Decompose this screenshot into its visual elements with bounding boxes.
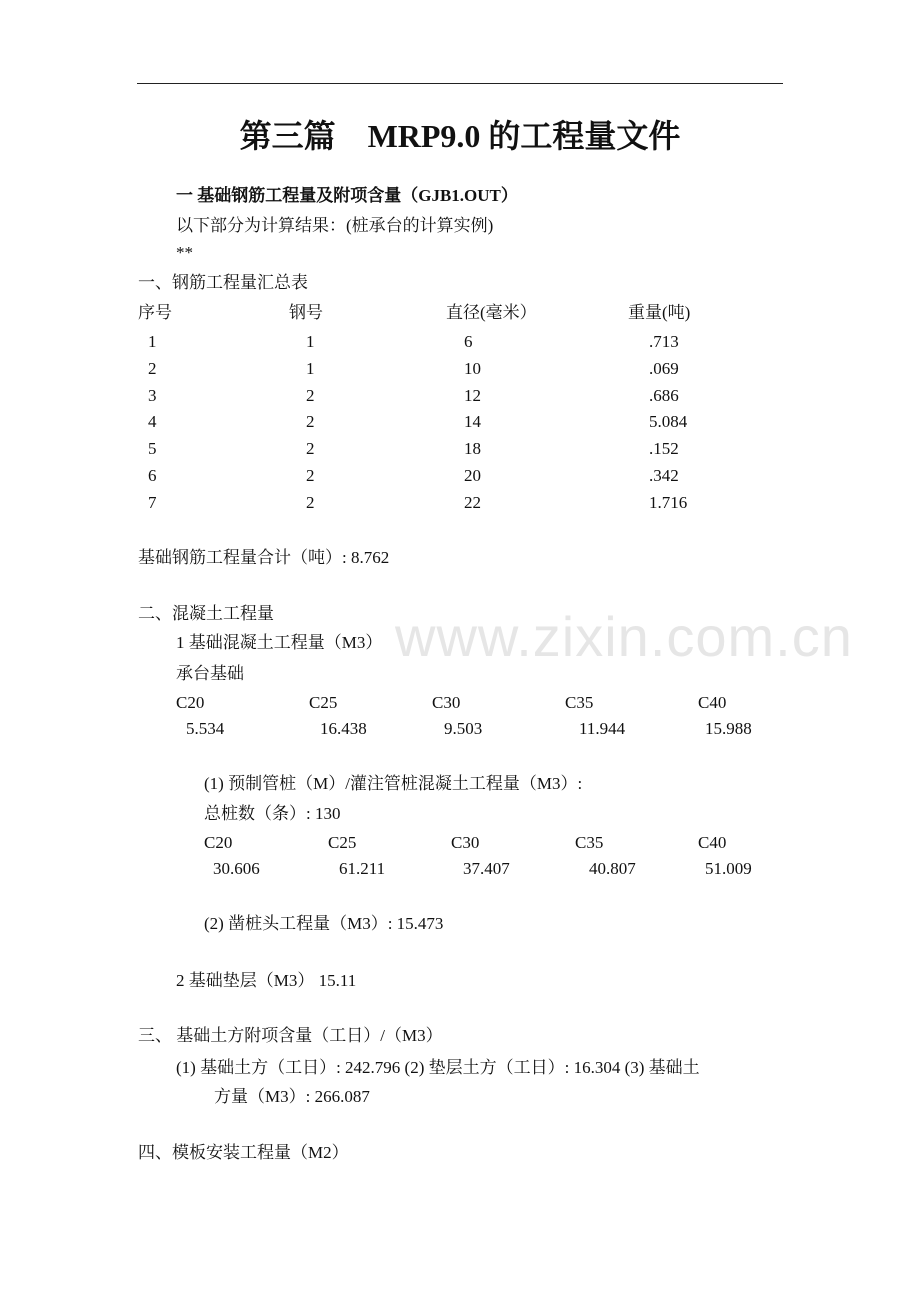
grade-label: C20 bbox=[176, 693, 205, 712]
table-cell: 18 bbox=[464, 439, 481, 458]
rebar-total: 基础钢筋工程量合计（吨）: 8.762 bbox=[138, 548, 390, 567]
section-one-heading: 一 基础钢筋工程量及附项含量（GJB1.OUT） bbox=[176, 186, 518, 205]
formwork-heading: 四、模板安装工程量（M2） bbox=[138, 1143, 349, 1162]
grade-label: C25 bbox=[328, 833, 357, 852]
grade-label: C20 bbox=[204, 833, 233, 852]
cap-label: 承台基础 bbox=[176, 664, 244, 683]
pile-count: 总桩数（条）: 130 bbox=[204, 804, 341, 823]
header-rule bbox=[137, 83, 783, 84]
table-cell: 14 bbox=[464, 412, 481, 431]
rebar-col-header: 直径(毫米） bbox=[446, 303, 537, 322]
rebar-col-header: 重量(吨) bbox=[628, 303, 691, 322]
concrete-sub-heading: 1 基础混凝土工程量（M3） bbox=[176, 633, 383, 652]
stars-marker: ** bbox=[176, 243, 193, 262]
pile-heading: (1) 预制管桩（M）/灌注管桩混凝土工程量（M3）: bbox=[204, 774, 583, 793]
table-cell: 1 bbox=[148, 332, 157, 351]
pile-value: 37.407 bbox=[463, 859, 510, 878]
grade-label: C35 bbox=[565, 693, 594, 712]
table-cell: 12 bbox=[464, 386, 481, 405]
section-one-note: 以下部分为计算结果：(桩承台的计算实例) bbox=[176, 216, 494, 235]
earthwork-line: (1) 基础土方（工日）: 242.796 (2) 垫层土方（工日）: 16.304 (3) 基础土 bbox=[176, 1058, 700, 1077]
cap-value: 5.534 bbox=[186, 719, 225, 738]
table-cell: 2 bbox=[306, 466, 315, 485]
table-cell: 6 bbox=[148, 466, 157, 485]
pile-value: 40.807 bbox=[589, 859, 636, 878]
cap-value: 11.944 bbox=[579, 719, 626, 738]
table-cell: 2 bbox=[306, 439, 315, 458]
table-cell: 2 bbox=[306, 412, 315, 431]
page-title: 第三篇 MRP9.0 的工程量文件 bbox=[239, 118, 681, 154]
pile-value: 51.009 bbox=[705, 859, 752, 878]
rebar-col-header: 序号 bbox=[138, 303, 172, 322]
pile-value: 30.606 bbox=[213, 859, 260, 878]
concrete-heading: 二、混凝土工程量 bbox=[138, 604, 274, 623]
table-cell: 2 bbox=[306, 493, 315, 512]
grade-label: C40 bbox=[698, 693, 727, 712]
grade-label: C35 bbox=[575, 833, 604, 852]
rebar-col-header: 钢号 bbox=[289, 303, 323, 322]
table-cell: .342 bbox=[649, 466, 679, 485]
table-cell: 4 bbox=[148, 412, 157, 431]
table-cell: .713 bbox=[649, 332, 679, 351]
cap-value: 16.438 bbox=[320, 719, 367, 738]
cushion-layer: 2 基础垫层（M3） 15.11 bbox=[176, 971, 357, 990]
table-cell: 6 bbox=[464, 332, 473, 351]
table-cell: 2 bbox=[306, 386, 315, 405]
table-cell: 1.716 bbox=[649, 493, 688, 512]
chisel-pile-head: (2) 凿桩头工程量（M3）: 15.473 bbox=[204, 914, 444, 933]
grade-label: C30 bbox=[432, 693, 461, 712]
table-cell: 7 bbox=[148, 493, 157, 512]
table-cell: 20 bbox=[464, 466, 481, 485]
earthwork-line: 方量（M3）: 266.087 bbox=[214, 1087, 370, 1106]
table-cell: 3 bbox=[148, 386, 157, 405]
table-cell: 10 bbox=[464, 359, 481, 378]
grade-label: C25 bbox=[309, 693, 338, 712]
table-cell: 2 bbox=[148, 359, 157, 378]
table-cell: .152 bbox=[649, 439, 679, 458]
grade-label: C30 bbox=[451, 833, 480, 852]
table-cell: 1 bbox=[306, 332, 315, 351]
cap-value: 9.503 bbox=[444, 719, 483, 738]
table-cell: .686 bbox=[649, 386, 679, 405]
watermark-logo: www.zixin.com.cn bbox=[395, 605, 853, 668]
pile-value: 61.211 bbox=[339, 859, 386, 878]
table-cell: 5 bbox=[148, 439, 157, 458]
table-cell: .069 bbox=[649, 359, 679, 378]
table-cell: 1 bbox=[306, 359, 315, 378]
table-cell: 22 bbox=[464, 493, 481, 512]
grade-label: C40 bbox=[698, 833, 727, 852]
earthwork-heading: 三、 基础土方附项含量（工日）/（M3） bbox=[138, 1026, 443, 1045]
rebar-heading: 一、钢筋工程量汇总表 bbox=[138, 273, 308, 292]
cap-value: 15.988 bbox=[705, 719, 752, 738]
table-cell: 5.084 bbox=[649, 412, 688, 431]
